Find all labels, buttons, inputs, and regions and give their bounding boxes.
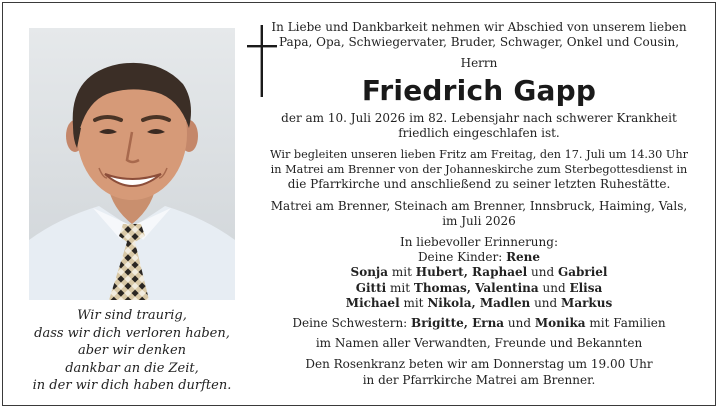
rosary-line: Den Rosenkranz beten wir am Donnerstag um 19.00 Uhr: [305, 357, 653, 372]
connector-word: mit: [403, 295, 424, 310]
sisters-tail: mit Familien: [589, 316, 666, 331]
intro-line: In Liebe und Dankbarkeit nehmen wir Abschied von unserem lieben: [271, 20, 687, 34]
place-line: Matrei am Brenner, Steinach am Brenner, Innsbruck, Haiming, Vals,: [270, 198, 688, 213]
sister-name: Monika: [534, 316, 586, 331]
relatives-line: im Namen aller Verwandten, Freunde und Bekannten: [315, 336, 643, 351]
death-line: friedlich eingeschlafen ist.: [398, 125, 560, 140]
connector-word: und: [542, 280, 566, 295]
connector-word: und: [531, 265, 555, 280]
verse-line: Wir sind traurig,: [77, 308, 187, 323]
verse-line: dankbar an die Zeit,: [65, 360, 199, 376]
obituary-text: [269, 20, 689, 388]
deceased-name: Friedrich Gapp: [361, 73, 597, 107]
children-line: [269, 250, 689, 265]
sisters-line: [269, 316, 689, 331]
grandchild-name: Elisa: [569, 280, 603, 295]
place-line: im Juli 2026: [442, 213, 516, 228]
memorial-verse: [23, 307, 241, 395]
grandchild-names: Thomas, Valentina: [413, 280, 539, 295]
grandchild-name: Gabriel: [557, 265, 608, 280]
funeral-line: Wir begleiten unseren lieben Fritz am Freitag, den 17. Juli um 14.30 Uhr: [270, 148, 688, 162]
connector-word: und: [534, 295, 558, 310]
memory-heading: In liebevoller Erinnerung:: [400, 235, 558, 250]
sisters-label: Deine Schwestern:: [292, 316, 408, 331]
child-name: Gitti: [355, 280, 387, 295]
child-name: Michael: [345, 295, 400, 310]
sister-names: Brigitte, Erna: [411, 316, 505, 331]
verse-line: in der wir dich haben durften.: [32, 378, 232, 393]
verse-line: aber wir denken: [77, 343, 187, 358]
verse-line: dass wir dich verloren haben,: [34, 325, 230, 341]
rosary-line: in der Pfarrkirche Matrei am Brenner.: [362, 372, 596, 387]
children-line: [269, 265, 689, 280]
funeral-line: die Pfarrkirche und anschließend zu seiner letzten Ruhestätte.: [287, 177, 671, 192]
children-line: [269, 281, 689, 296]
children-label: Deine Kinder:: [417, 250, 503, 265]
connector-word: und: [507, 316, 532, 331]
funeral-line: in Matrei am Brenner von der Johanneskirche zum Sterbegottesdienst in: [270, 163, 688, 177]
connector-word: mit: [390, 280, 411, 295]
death-line: der am 10. Juli 2026 im 82. Lebensjahr nach schwerer Krankheit: [281, 110, 677, 125]
connector-word: mit: [391, 265, 412, 280]
child-name: Sonja: [350, 265, 389, 280]
salutation: Herrn: [460, 56, 498, 71]
intro-line: Papa, Opa, Schwiegervater, Bruder, Schwager, Onkel und Cousin,: [278, 35, 680, 50]
obituary-card: [2, 2, 716, 406]
portrait-illustration: [29, 28, 235, 300]
children-line: [269, 296, 689, 311]
child-name: Rene: [506, 250, 541, 265]
grandchild-name: Markus: [561, 295, 613, 310]
grandchild-names: Nikola, Madlen: [427, 295, 531, 310]
portrait-photo: [29, 28, 235, 300]
grandchild-names: Hubert, Raphael: [415, 265, 528, 280]
